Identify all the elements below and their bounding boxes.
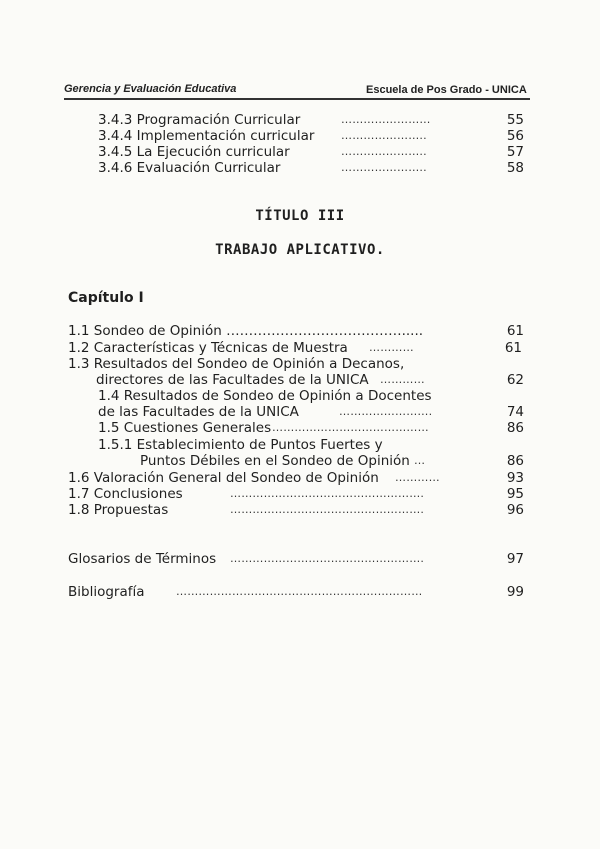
toc-entry-label: 1.6 Valoración General del Sondeo de Opinión xyxy=(68,470,379,486)
toc-entry-page: 57 xyxy=(506,144,524,160)
toc-entry-label: directores de las Facultades de la UNICA xyxy=(96,372,369,388)
toc-entry-dots: … xyxy=(414,454,426,467)
chapter-heading: Capítulo I xyxy=(68,290,144,306)
toc-entry-label: 1.7 Conclusiones xyxy=(68,486,183,502)
toc-entry-label: 3.4.4 Implementación curricular xyxy=(98,128,315,144)
toc-entry-dots: ………… xyxy=(380,373,425,386)
toc-entry-label: 1.2 Características y Técnicas de Muestra xyxy=(68,340,348,356)
toc-entry-label: 1.5.1 Establecimiento de Puntos Fuertes y xyxy=(98,437,383,453)
toc-entry-page: 55 xyxy=(506,112,524,128)
toc-entry-label: 1.1 Sondeo de Opinión …………………………………..... xyxy=(68,323,424,339)
toc-entry-label: Bibliografía xyxy=(68,584,145,600)
toc-entry-label: de las Facultades de la UNICA xyxy=(98,404,299,420)
toc-entry-page: 62 xyxy=(506,372,524,388)
toc-entry-page: 97 xyxy=(506,551,524,567)
toc-entry-dots: ………………….. xyxy=(341,145,427,158)
section-subtitle: TRABAJO APLICATIVO. xyxy=(215,242,385,258)
toc-entry-page: 95 xyxy=(506,486,524,502)
toc-entry-dots: ……………………………………………. xyxy=(230,487,425,500)
toc-entry-dots: ………… xyxy=(369,341,414,354)
toc-entry-page: 61 xyxy=(506,323,524,339)
toc-entry-dots: ……………………………………………. xyxy=(230,503,425,516)
toc-entry-page: 86 xyxy=(506,453,524,469)
toc-entry-dots: ………………….. xyxy=(341,129,427,142)
toc-entry-page: 99 xyxy=(506,584,524,600)
header-left: Gerencia y Evaluación Educativa xyxy=(64,83,237,95)
toc-entry-label: 1.5 Cuestiones Generales xyxy=(98,420,272,436)
toc-entry-page: 93 xyxy=(506,470,524,486)
toc-entry-dots: ………………….. xyxy=(341,161,427,174)
toc-entry-page: 61 xyxy=(504,340,522,356)
toc-entry-label: 1.3 Resultados del Sondeo de Opinión a Decanos, xyxy=(68,356,405,372)
toc-entry-page: 86 xyxy=(506,420,524,436)
toc-entry-dots: ……………………. xyxy=(339,405,433,418)
toc-entry-label: 3.4.5 La Ejecución curricular xyxy=(98,144,290,160)
toc-entry-label: 1.8 Propuestas xyxy=(68,502,169,518)
toc-entry-label: 1.4 Resultados de Sondeo de Opinión a Docentes xyxy=(98,388,432,404)
toc-entry-dots: ……………………………………………. xyxy=(230,552,425,565)
toc-entry-label: 3.4.3 Programación Curricular xyxy=(98,112,301,128)
header-right: Escuela de Pos Grado - UNICA xyxy=(366,84,527,96)
toc-entry-page: 56 xyxy=(506,128,524,144)
toc-entry-page: 74 xyxy=(506,404,524,420)
toc-entry-label: 3.4.6 Evaluación Curricular xyxy=(98,160,281,176)
toc-entry-label: Puntos Débiles en el Sondeo de Opinión xyxy=(140,453,410,469)
toc-entry-dots: …………………………………… xyxy=(272,421,429,434)
section-title: TÍTULO III xyxy=(255,208,345,224)
toc-entry-dots: ………………………………………………………… xyxy=(176,585,423,598)
toc-entry-dots: ………… xyxy=(395,471,440,484)
header-rule xyxy=(64,98,530,100)
toc-entry-page: 58 xyxy=(506,160,524,176)
toc-entry-label: Glosarios de Términos xyxy=(68,551,217,567)
toc-entry-page: 96 xyxy=(506,502,524,518)
toc-entry-dots: …………………… xyxy=(341,113,431,126)
